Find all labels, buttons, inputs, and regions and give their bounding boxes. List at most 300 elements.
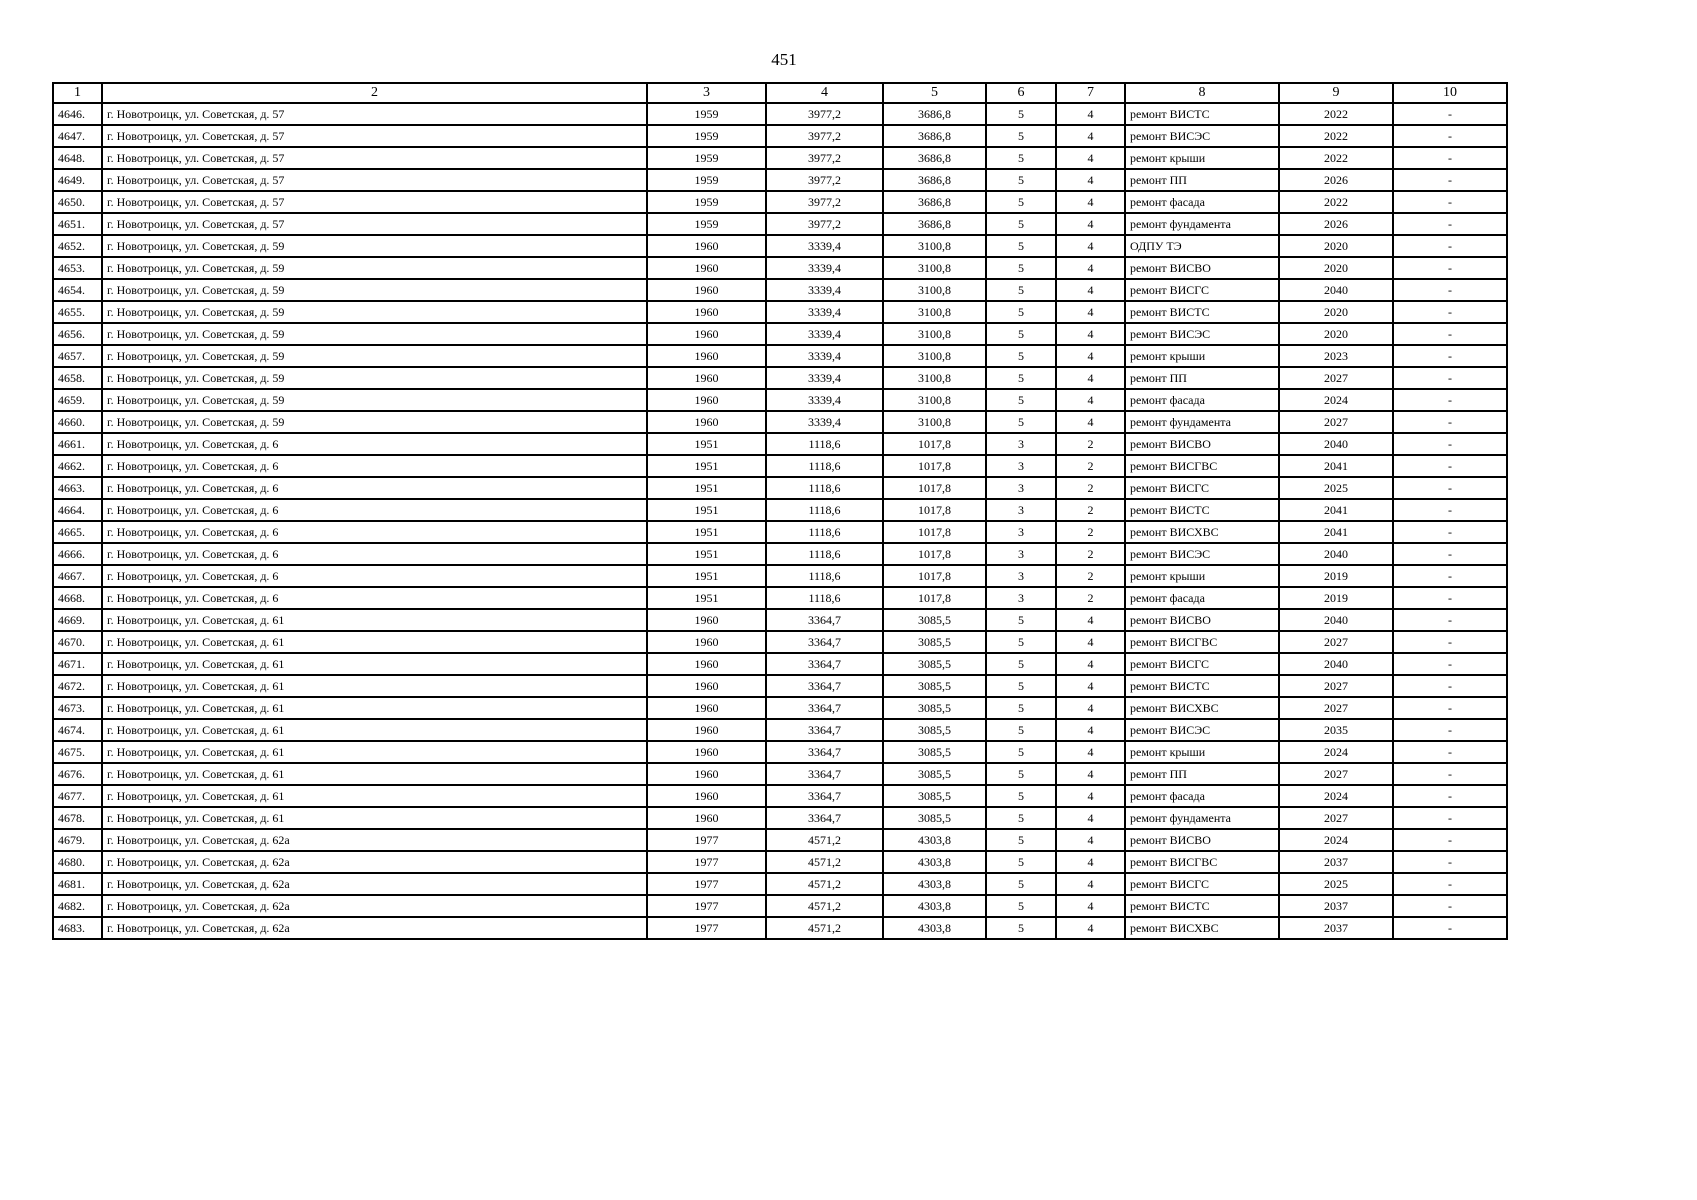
entrances-cell: 4 <box>1056 829 1125 851</box>
work-type-cell: ремонт ВИСТС <box>1125 103 1279 125</box>
note-cell: - <box>1393 697 1507 719</box>
table-row <box>53 917 1507 939</box>
column-header: 1 <box>53 83 102 103</box>
living-area-cell: 3085,5 <box>883 609 986 631</box>
living-area-cell: 3686,8 <box>883 169 986 191</box>
planned-year-cell: 2024 <box>1279 785 1393 807</box>
planned-year-cell: 2026 <box>1279 213 1393 235</box>
work-type-cell: ремонт ВИСГС <box>1125 873 1279 895</box>
address-cell: г. Новотроицк, ул. Советская, д. 61 <box>102 807 647 829</box>
planned-year-cell: 2035 <box>1279 719 1393 741</box>
year-cell: 1959 <box>647 103 766 125</box>
entrances-cell: 4 <box>1056 631 1125 653</box>
table-row <box>53 125 1507 147</box>
address-cell: г. Новотроицк, ул. Советская, д. 61 <box>102 631 647 653</box>
entrances-cell: 4 <box>1056 345 1125 367</box>
entrances-cell: 4 <box>1056 389 1125 411</box>
total-area-cell: 3364,7 <box>766 763 883 785</box>
address-cell: г. Новотроицк, ул. Советская, д. 57 <box>102 147 647 169</box>
note-cell: - <box>1393 257 1507 279</box>
row-number: 4662. <box>53 455 102 477</box>
address-cell: г. Новотроицк, ул. Советская, д. 59 <box>102 235 647 257</box>
row-number: 4674. <box>53 719 102 741</box>
table-row <box>53 257 1507 279</box>
living-area-cell: 1017,8 <box>883 543 986 565</box>
entrances-cell: 2 <box>1056 521 1125 543</box>
note-cell: - <box>1393 279 1507 301</box>
floors-cell: 5 <box>986 301 1056 323</box>
table-row <box>53 433 1507 455</box>
table-row <box>53 653 1507 675</box>
floors-cell: 5 <box>986 741 1056 763</box>
table-row <box>53 235 1507 257</box>
work-type-cell: ремонт ПП <box>1125 763 1279 785</box>
floors-cell: 5 <box>986 653 1056 675</box>
floors-cell: 5 <box>986 323 1056 345</box>
year-cell: 1960 <box>647 367 766 389</box>
table-row <box>53 279 1507 301</box>
work-type-cell: ремонт ВИСХВС <box>1125 521 1279 543</box>
year-cell: 1960 <box>647 609 766 631</box>
planned-year-cell: 2040 <box>1279 543 1393 565</box>
work-type-cell: ремонт фасада <box>1125 191 1279 213</box>
note-cell: - <box>1393 235 1507 257</box>
note-cell: - <box>1393 433 1507 455</box>
address-cell: г. Новотроицк, ул. Советская, д. 59 <box>102 411 647 433</box>
row-number: 4652. <box>53 235 102 257</box>
work-type-cell: ремонт фасада <box>1125 389 1279 411</box>
work-type-cell: ремонт ВИСХВС <box>1125 917 1279 939</box>
entrances-cell: 4 <box>1056 213 1125 235</box>
table-row <box>53 301 1507 323</box>
total-area-cell: 3364,7 <box>766 697 883 719</box>
year-cell: 1977 <box>647 873 766 895</box>
total-area-cell: 1118,6 <box>766 499 883 521</box>
living-area-cell: 3100,8 <box>883 257 986 279</box>
column-header: 3 <box>647 83 766 103</box>
total-area-cell: 3339,4 <box>766 367 883 389</box>
living-area-cell: 3085,5 <box>883 653 986 675</box>
year-cell: 1960 <box>647 301 766 323</box>
total-area-cell: 4571,2 <box>766 829 883 851</box>
row-number: 4667. <box>53 565 102 587</box>
floors-cell: 5 <box>986 169 1056 191</box>
entrances-cell: 2 <box>1056 499 1125 521</box>
work-type-cell: ОДПУ ТЭ <box>1125 235 1279 257</box>
planned-year-cell: 2019 <box>1279 587 1393 609</box>
row-number: 4671. <box>53 653 102 675</box>
work-type-cell: ремонт ВИСВО <box>1125 257 1279 279</box>
work-type-cell: ремонт фасада <box>1125 587 1279 609</box>
planned-year-cell: 2025 <box>1279 873 1393 895</box>
planned-year-cell: 2026 <box>1279 169 1393 191</box>
living-area-cell: 3686,8 <box>883 213 986 235</box>
living-area-cell: 3085,5 <box>883 631 986 653</box>
year-cell: 1959 <box>647 191 766 213</box>
table-row <box>53 169 1507 191</box>
row-number: 4681. <box>53 873 102 895</box>
living-area-cell: 1017,8 <box>883 499 986 521</box>
living-area-cell: 4303,8 <box>883 873 986 895</box>
work-type-cell: ремонт ВИСЭС <box>1125 543 1279 565</box>
entrances-cell: 2 <box>1056 587 1125 609</box>
note-cell: - <box>1393 169 1507 191</box>
planned-year-cell: 2027 <box>1279 411 1393 433</box>
floors-cell: 5 <box>986 345 1056 367</box>
work-type-cell: ремонт ВИСВО <box>1125 829 1279 851</box>
total-area-cell: 3339,4 <box>766 279 883 301</box>
living-area-cell: 3085,5 <box>883 763 986 785</box>
column-header: 4 <box>766 83 883 103</box>
entrances-cell: 4 <box>1056 785 1125 807</box>
entrances-cell: 4 <box>1056 323 1125 345</box>
floors-cell: 3 <box>986 455 1056 477</box>
living-area-cell: 1017,8 <box>883 521 986 543</box>
work-type-cell: ремонт крыши <box>1125 345 1279 367</box>
note-cell: - <box>1393 873 1507 895</box>
total-area-cell: 1118,6 <box>766 565 883 587</box>
column-header: 5 <box>883 83 986 103</box>
total-area-cell: 4571,2 <box>766 917 883 939</box>
year-cell: 1977 <box>647 829 766 851</box>
living-area-cell: 3100,8 <box>883 411 986 433</box>
floors-cell: 3 <box>986 565 1056 587</box>
year-cell: 1960 <box>647 411 766 433</box>
floors-cell: 5 <box>986 367 1056 389</box>
address-cell: г. Новотроицк, ул. Советская, д. 59 <box>102 345 647 367</box>
entrances-cell: 2 <box>1056 433 1125 455</box>
column-header: 8 <box>1125 83 1279 103</box>
address-cell: г. Новотроицк, ул. Советская, д. 62а <box>102 829 647 851</box>
note-cell: - <box>1393 389 1507 411</box>
planned-year-cell: 2022 <box>1279 103 1393 125</box>
column-header: 2 <box>102 83 647 103</box>
row-number: 4673. <box>53 697 102 719</box>
entrances-cell: 4 <box>1056 257 1125 279</box>
row-number: 4654. <box>53 279 102 301</box>
note-cell: - <box>1393 829 1507 851</box>
address-cell: г. Новотроицк, ул. Советская, д. 6 <box>102 499 647 521</box>
work-type-cell: ремонт ВИСВО <box>1125 433 1279 455</box>
total-area-cell: 1118,6 <box>766 587 883 609</box>
row-number: 4651. <box>53 213 102 235</box>
address-cell: г. Новотроицк, ул. Советская, д. 59 <box>102 257 647 279</box>
floors-cell: 3 <box>986 477 1056 499</box>
year-cell: 1960 <box>647 653 766 675</box>
table-row <box>53 587 1507 609</box>
work-type-cell: ремонт ВИСГВС <box>1125 455 1279 477</box>
living-area-cell: 3100,8 <box>883 279 986 301</box>
work-type-cell: ремонт ВИСГВС <box>1125 631 1279 653</box>
entrances-cell: 2 <box>1056 455 1125 477</box>
table-row <box>53 411 1507 433</box>
table-row <box>53 609 1507 631</box>
table-row <box>53 477 1507 499</box>
floors-cell: 3 <box>986 499 1056 521</box>
row-number: 4683. <box>53 917 102 939</box>
planned-year-cell: 2020 <box>1279 257 1393 279</box>
planned-year-cell: 2023 <box>1279 345 1393 367</box>
row-number: 4648. <box>53 147 102 169</box>
floors-cell: 5 <box>986 895 1056 917</box>
total-area-cell: 3977,2 <box>766 147 883 169</box>
entrances-cell: 4 <box>1056 279 1125 301</box>
row-number: 4677. <box>53 785 102 807</box>
address-cell: г. Новотроицк, ул. Советская, д. 61 <box>102 719 647 741</box>
entrances-cell: 4 <box>1056 807 1125 829</box>
entrances-cell: 4 <box>1056 367 1125 389</box>
planned-year-cell: 2027 <box>1279 807 1393 829</box>
floors-cell: 5 <box>986 917 1056 939</box>
column-header: 7 <box>1056 83 1125 103</box>
floors-cell: 5 <box>986 609 1056 631</box>
planned-year-cell: 2027 <box>1279 697 1393 719</box>
row-number: 4664. <box>53 499 102 521</box>
living-area-cell: 3100,8 <box>883 235 986 257</box>
year-cell: 1960 <box>647 323 766 345</box>
entrances-cell: 4 <box>1056 103 1125 125</box>
planned-year-cell: 2024 <box>1279 741 1393 763</box>
planned-year-cell: 2040 <box>1279 279 1393 301</box>
note-cell: - <box>1393 587 1507 609</box>
total-area-cell: 3339,4 <box>766 235 883 257</box>
row-number: 4682. <box>53 895 102 917</box>
address-cell: г. Новотроицк, ул. Советская, д. 61 <box>102 763 647 785</box>
work-type-cell: ремонт фундамента <box>1125 807 1279 829</box>
note-cell: - <box>1393 301 1507 323</box>
address-cell: г. Новотроицк, ул. Советская, д. 6 <box>102 455 647 477</box>
living-area-cell: 3686,8 <box>883 103 986 125</box>
work-type-cell: ремонт ВИСТС <box>1125 895 1279 917</box>
living-area-cell: 3085,5 <box>883 719 986 741</box>
note-cell: - <box>1393 631 1507 653</box>
total-area-cell: 1118,6 <box>766 521 883 543</box>
floors-cell: 5 <box>986 257 1056 279</box>
table-row <box>53 345 1507 367</box>
work-type-cell: ремонт ВИСГВС <box>1125 851 1279 873</box>
row-number: 4659. <box>53 389 102 411</box>
floors-cell: 5 <box>986 191 1056 213</box>
floors-cell: 5 <box>986 785 1056 807</box>
note-cell: - <box>1393 851 1507 873</box>
total-area-cell: 3364,7 <box>766 741 883 763</box>
row-number: 4666. <box>53 543 102 565</box>
year-cell: 1960 <box>647 675 766 697</box>
total-area-cell: 3364,7 <box>766 609 883 631</box>
table-row <box>53 367 1507 389</box>
floors-cell: 5 <box>986 719 1056 741</box>
entrances-cell: 2 <box>1056 565 1125 587</box>
table-row <box>53 543 1507 565</box>
address-cell: г. Новотроицк, ул. Советская, д. 61 <box>102 675 647 697</box>
total-area-cell: 3977,2 <box>766 191 883 213</box>
work-type-cell: ремонт ВИСГС <box>1125 477 1279 499</box>
note-cell: - <box>1393 125 1507 147</box>
year-cell: 1960 <box>647 697 766 719</box>
note-cell: - <box>1393 609 1507 631</box>
table-row <box>53 807 1507 829</box>
address-cell: г. Новотроицк, ул. Советская, д. 59 <box>102 279 647 301</box>
note-cell: - <box>1393 719 1507 741</box>
planned-year-cell: 2020 <box>1279 323 1393 345</box>
living-area-cell: 4303,8 <box>883 851 986 873</box>
total-area-cell: 1118,6 <box>766 543 883 565</box>
work-type-cell: ремонт крыши <box>1125 147 1279 169</box>
address-cell: г. Новотроицк, ул. Советская, д. 62а <box>102 873 647 895</box>
planned-year-cell: 2022 <box>1279 191 1393 213</box>
table-row <box>53 389 1507 411</box>
planned-year-cell: 2027 <box>1279 763 1393 785</box>
table-row <box>53 191 1507 213</box>
table-row <box>53 675 1507 697</box>
address-cell: г. Новотроицк, ул. Советская, д. 57 <box>102 103 647 125</box>
year-cell: 1960 <box>647 345 766 367</box>
table-row <box>53 719 1507 741</box>
planned-year-cell: 2040 <box>1279 609 1393 631</box>
work-type-cell: ремонт ВИСЭС <box>1125 125 1279 147</box>
table-row <box>53 521 1507 543</box>
entrances-cell: 4 <box>1056 235 1125 257</box>
floors-cell: 5 <box>986 851 1056 873</box>
note-cell: - <box>1393 191 1507 213</box>
row-number: 4678. <box>53 807 102 829</box>
floors-cell: 5 <box>986 873 1056 895</box>
floors-cell: 3 <box>986 433 1056 455</box>
floors-cell: 5 <box>986 697 1056 719</box>
work-type-cell: ремонт ВИСВО <box>1125 609 1279 631</box>
address-cell: г. Новотроицк, ул. Советская, д. 59 <box>102 301 647 323</box>
total-area-cell: 4571,2 <box>766 851 883 873</box>
work-type-cell: ремонт ВИСХВС <box>1125 697 1279 719</box>
table-row <box>53 763 1507 785</box>
planned-year-cell: 2022 <box>1279 147 1393 169</box>
living-area-cell: 1017,8 <box>883 433 986 455</box>
total-area-cell: 3977,2 <box>766 125 883 147</box>
work-type-cell: ремонт ПП <box>1125 367 1279 389</box>
planned-year-cell: 2027 <box>1279 631 1393 653</box>
row-number: 4656. <box>53 323 102 345</box>
address-cell: г. Новотроицк, ул. Советская, д. 57 <box>102 125 647 147</box>
year-cell: 1951 <box>647 455 766 477</box>
planned-year-cell: 2041 <box>1279 455 1393 477</box>
note-cell: - <box>1393 499 1507 521</box>
table-row <box>53 455 1507 477</box>
row-number: 4653. <box>53 257 102 279</box>
year-cell: 1951 <box>647 565 766 587</box>
address-cell: г. Новотроицк, ул. Советская, д. 6 <box>102 587 647 609</box>
living-area-cell: 3686,8 <box>883 191 986 213</box>
address-cell: г. Новотроицк, ул. Советская, д. 62а <box>102 895 647 917</box>
entrances-cell: 4 <box>1056 411 1125 433</box>
note-cell: - <box>1393 917 1507 939</box>
row-number: 4672. <box>53 675 102 697</box>
living-area-cell: 1017,8 <box>883 565 986 587</box>
row-number: 4647. <box>53 125 102 147</box>
total-area-cell: 4571,2 <box>766 895 883 917</box>
address-cell: г. Новотроицк, ул. Советская, д. 57 <box>102 213 647 235</box>
total-area-cell: 3339,4 <box>766 411 883 433</box>
entrances-cell: 4 <box>1056 719 1125 741</box>
note-cell: - <box>1393 895 1507 917</box>
entrances-cell: 4 <box>1056 895 1125 917</box>
note-cell: - <box>1393 675 1507 697</box>
living-area-cell: 4303,8 <box>883 829 986 851</box>
address-cell: г. Новотроицк, ул. Советская, д. 6 <box>102 521 647 543</box>
table-row <box>53 895 1507 917</box>
note-cell: - <box>1393 345 1507 367</box>
year-cell: 1960 <box>647 631 766 653</box>
entrances-cell: 4 <box>1056 917 1125 939</box>
table-row <box>53 741 1507 763</box>
entrances-cell: 4 <box>1056 653 1125 675</box>
total-area-cell: 1118,6 <box>766 477 883 499</box>
entrances-cell: 4 <box>1056 675 1125 697</box>
address-cell: г. Новотроицк, ул. Советская, д. 57 <box>102 191 647 213</box>
year-cell: 1951 <box>647 587 766 609</box>
floors-cell: 5 <box>986 675 1056 697</box>
year-cell: 1959 <box>647 169 766 191</box>
planned-year-cell: 2020 <box>1279 301 1393 323</box>
living-area-cell: 3100,8 <box>883 301 986 323</box>
floors-cell: 5 <box>986 235 1056 257</box>
year-cell: 1960 <box>647 719 766 741</box>
row-number: 4657. <box>53 345 102 367</box>
year-cell: 1960 <box>647 741 766 763</box>
note-cell: - <box>1393 367 1507 389</box>
address-cell: г. Новотроицк, ул. Советская, д. 61 <box>102 741 647 763</box>
work-type-cell: ремонт фундамента <box>1125 213 1279 235</box>
planned-year-cell: 2041 <box>1279 499 1393 521</box>
floors-cell: 5 <box>986 411 1056 433</box>
year-cell: 1977 <box>647 851 766 873</box>
living-area-cell: 1017,8 <box>883 477 986 499</box>
row-number: 4655. <box>53 301 102 323</box>
entrances-cell: 4 <box>1056 873 1125 895</box>
living-area-cell: 4303,8 <box>883 917 986 939</box>
planned-year-cell: 2037 <box>1279 895 1393 917</box>
work-type-cell: ремонт фасада <box>1125 785 1279 807</box>
work-type-cell: ремонт ПП <box>1125 169 1279 191</box>
work-type-cell: ремонт ВИСТС <box>1125 301 1279 323</box>
floors-cell: 3 <box>986 543 1056 565</box>
table-row <box>53 323 1507 345</box>
address-cell: г. Новотроицк, ул. Советская, д. 59 <box>102 323 647 345</box>
work-type-cell: ремонт крыши <box>1125 565 1279 587</box>
planned-year-cell: 2022 <box>1279 125 1393 147</box>
address-cell: г. Новотроицк, ул. Советская, д. 62а <box>102 917 647 939</box>
register-table <box>52 82 1508 940</box>
living-area-cell: 3085,5 <box>883 697 986 719</box>
row-number: 4663. <box>53 477 102 499</box>
note-cell: - <box>1393 785 1507 807</box>
living-area-cell: 4303,8 <box>883 895 986 917</box>
entrances-cell: 2 <box>1056 477 1125 499</box>
planned-year-cell: 2041 <box>1279 521 1393 543</box>
note-cell: - <box>1393 477 1507 499</box>
floors-cell: 5 <box>986 631 1056 653</box>
year-cell: 1959 <box>647 147 766 169</box>
table-row <box>53 499 1507 521</box>
table-row <box>53 103 1507 125</box>
table-row <box>53 785 1507 807</box>
address-cell: г. Новотроицк, ул. Советская, д. 6 <box>102 565 647 587</box>
row-number: 4668. <box>53 587 102 609</box>
total-area-cell: 3977,2 <box>766 213 883 235</box>
note-cell: - <box>1393 543 1507 565</box>
table-row <box>53 873 1507 895</box>
planned-year-cell: 2037 <box>1279 851 1393 873</box>
year-cell: 1960 <box>647 257 766 279</box>
